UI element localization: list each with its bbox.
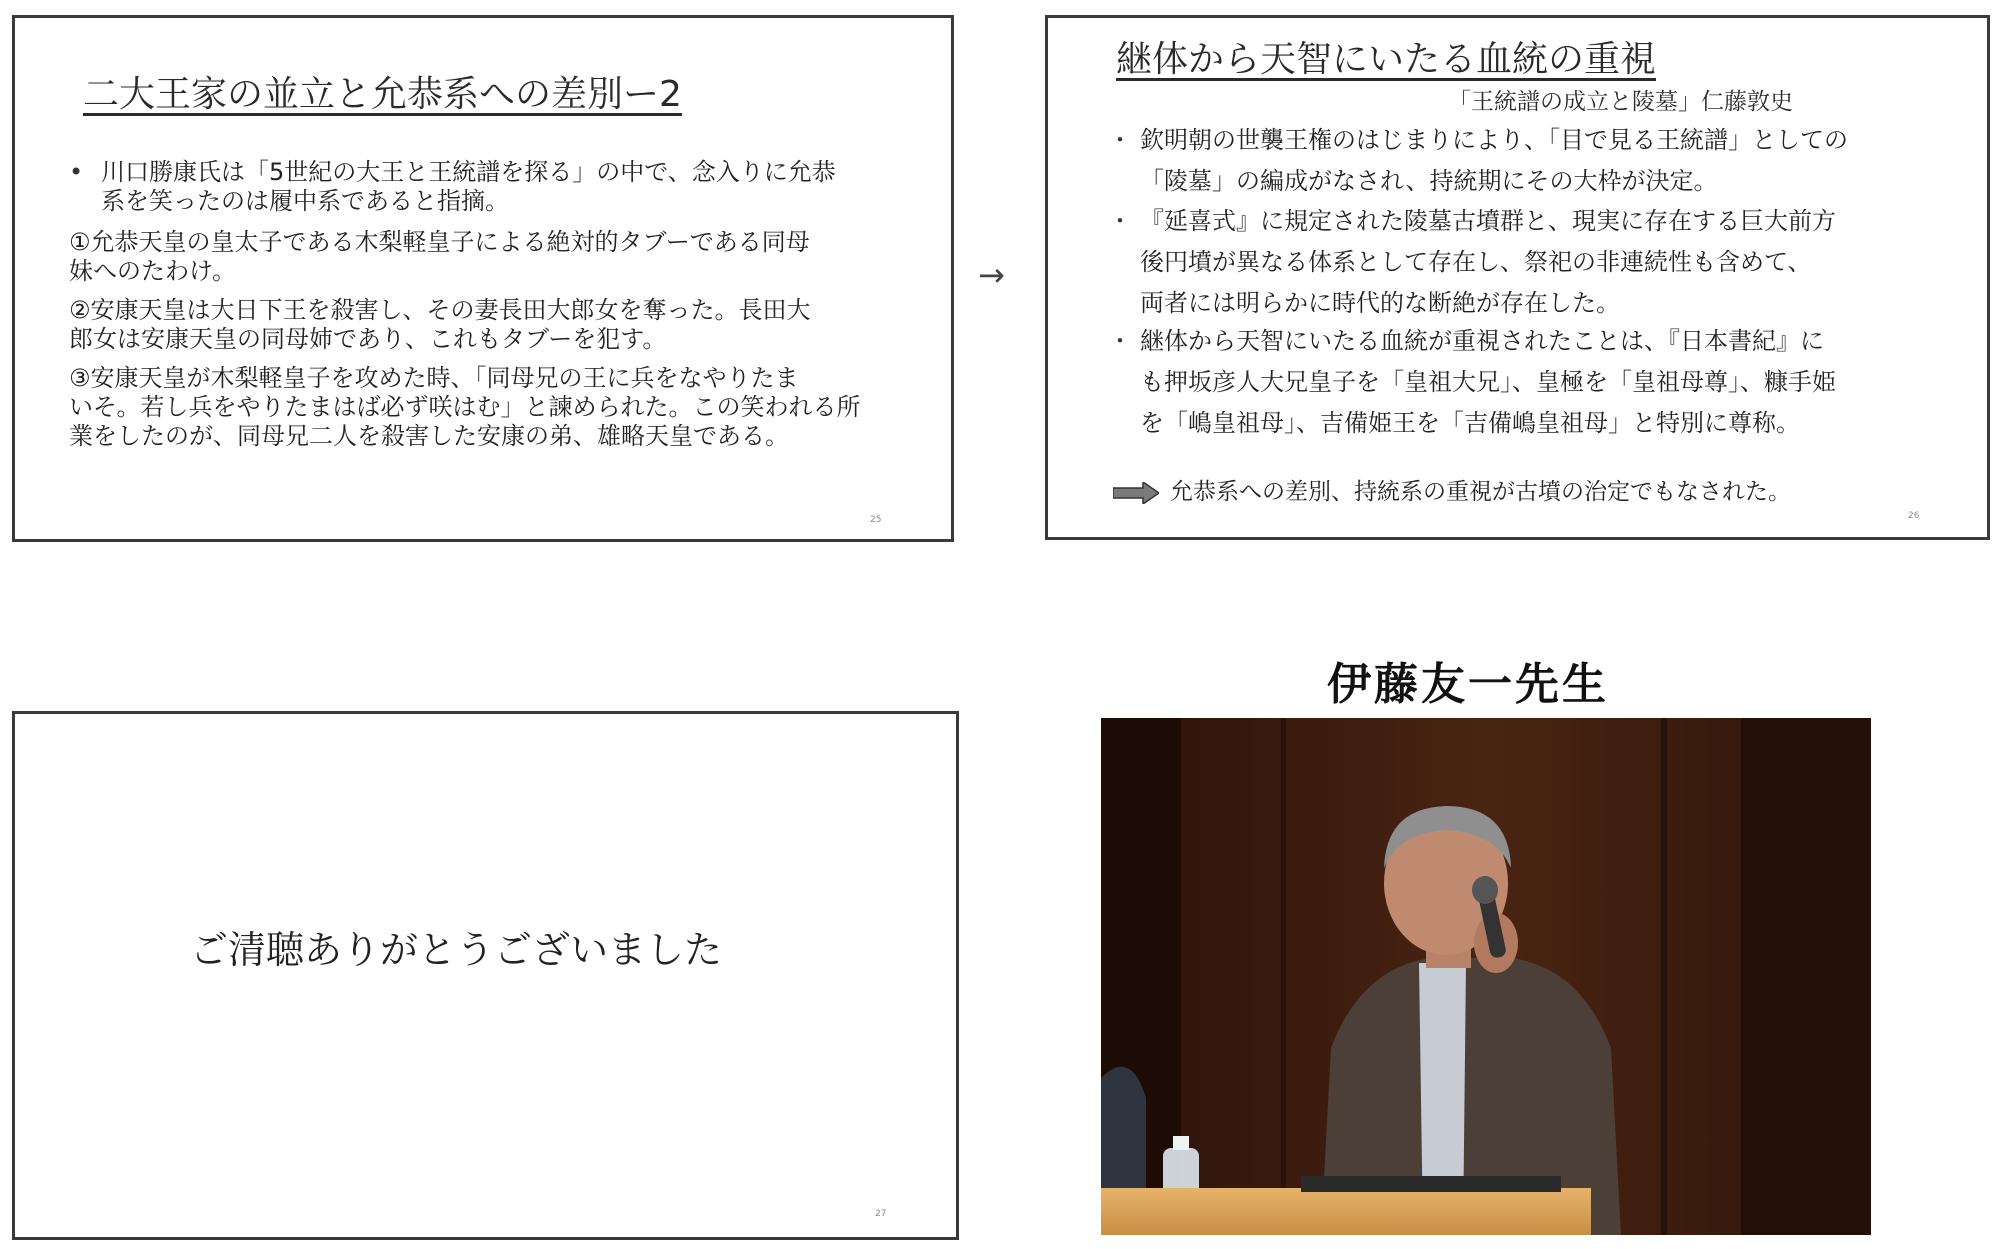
text-line: 郎女は安康天皇の同母姉であり、これもタブーを犯す。 xyxy=(69,325,667,353)
item-2 xyxy=(69,296,811,354)
bullet-text xyxy=(1140,321,1836,444)
slide-25 xyxy=(12,15,954,542)
text-line: 妹へのたわけ。 xyxy=(69,257,237,285)
slide-title: 二大王家の並立と允恭系への差別ー2 xyxy=(83,74,682,115)
text-line: ①允恭天皇の皇太子である木梨軽皇子による絶対的タブーである同母 xyxy=(69,228,810,256)
conclusion-text: 允恭系への差別、持統系の重視が古墳の治定でもなされた。 xyxy=(1170,479,1791,505)
slide-subtitle: 「王統譜の成立と陵墓」仁藤敦史 xyxy=(1448,89,1793,115)
text-line: 業をしたのが、同母兄二人を殺害した安康の弟、雄略天皇である。 xyxy=(69,422,789,450)
bullet-symbol: ・ xyxy=(1108,126,1132,154)
item-1 xyxy=(69,228,810,286)
text-line: 継体から天智にいたる血統が重視されたことは、『日本書紀』に xyxy=(1140,327,1824,355)
speaker-name: 伊藤友一先生 xyxy=(1327,659,1609,710)
text-line: 両者には明らかに時代的な断絶が存在した。 xyxy=(1140,289,1620,317)
bullet-item xyxy=(69,158,836,216)
text-line: ③安康天皇が木梨軽皇子を攻めた時、「同母兄の王に兵をなやりたま xyxy=(69,364,799,392)
text-line: 欽明朝の世襲王権のはじまりにより、「目で見る王統譜」としての xyxy=(1140,126,1848,154)
thank-you-text: ご清聴ありがとうございました xyxy=(190,928,723,972)
text-line: ②安康天皇は大日下王を殺害し、その妻長田大郎女を奪った。長田大 xyxy=(69,296,811,324)
bullet-text xyxy=(101,158,836,216)
bullet-item xyxy=(1108,321,1836,444)
text-line: 「陵墓」の編成がなされ、持統期にその大枠が決定。 xyxy=(1140,167,1718,195)
speaker-photo-image xyxy=(1101,718,1871,1235)
block-arrow-icon xyxy=(1113,482,1159,504)
slide-title: 継体から天智にいたる血統の重視 xyxy=(1116,39,1657,80)
text-line: いそ。若し兵をやりたまはば必ず咲はむ」と諫められた。この笑われる所 xyxy=(69,393,861,421)
slide-26 xyxy=(1045,15,1990,540)
arrow-right-icon: → xyxy=(978,256,1005,294)
page-number: 25 xyxy=(870,515,882,525)
bullet-item xyxy=(1108,201,1836,324)
page-number: 27 xyxy=(875,1209,887,1219)
page-number: 26 xyxy=(1908,511,1920,521)
text-line: 川口勝康氏は「5世紀の大王と王統譜を探る」の中で、念入りに允恭 xyxy=(101,158,836,186)
text-line: 系を笑ったのは履中系であると指摘。 xyxy=(101,187,509,215)
speaker-photo xyxy=(1101,718,1871,1235)
text-line: を「嶋皇祖母」、吉備姫王を「吉備嶋皇祖母」と特別に尊称。 xyxy=(1140,409,1800,437)
slide-27 xyxy=(12,711,959,1240)
bullet-symbol: • xyxy=(69,158,84,186)
bullet-text xyxy=(1140,201,1836,324)
bullet-symbol: ・ xyxy=(1108,327,1132,355)
bullet-text xyxy=(1140,120,1848,202)
bullet-symbol: ・ xyxy=(1108,207,1132,235)
text-line: 後円墳が異なる体系として存在し、祭祀の非連続性も含めて、 xyxy=(1140,248,1812,276)
bullet-item xyxy=(1108,120,1848,202)
item-3 xyxy=(69,364,861,451)
text-line: 『延喜式』に規定された陵墓古墳群と、現実に存在する巨大前方 xyxy=(1140,207,1836,235)
text-line: も押坂彦人大兄皇子を「皇祖大兄」、皇極を「皇祖母尊」、糠手姫 xyxy=(1140,368,1836,396)
